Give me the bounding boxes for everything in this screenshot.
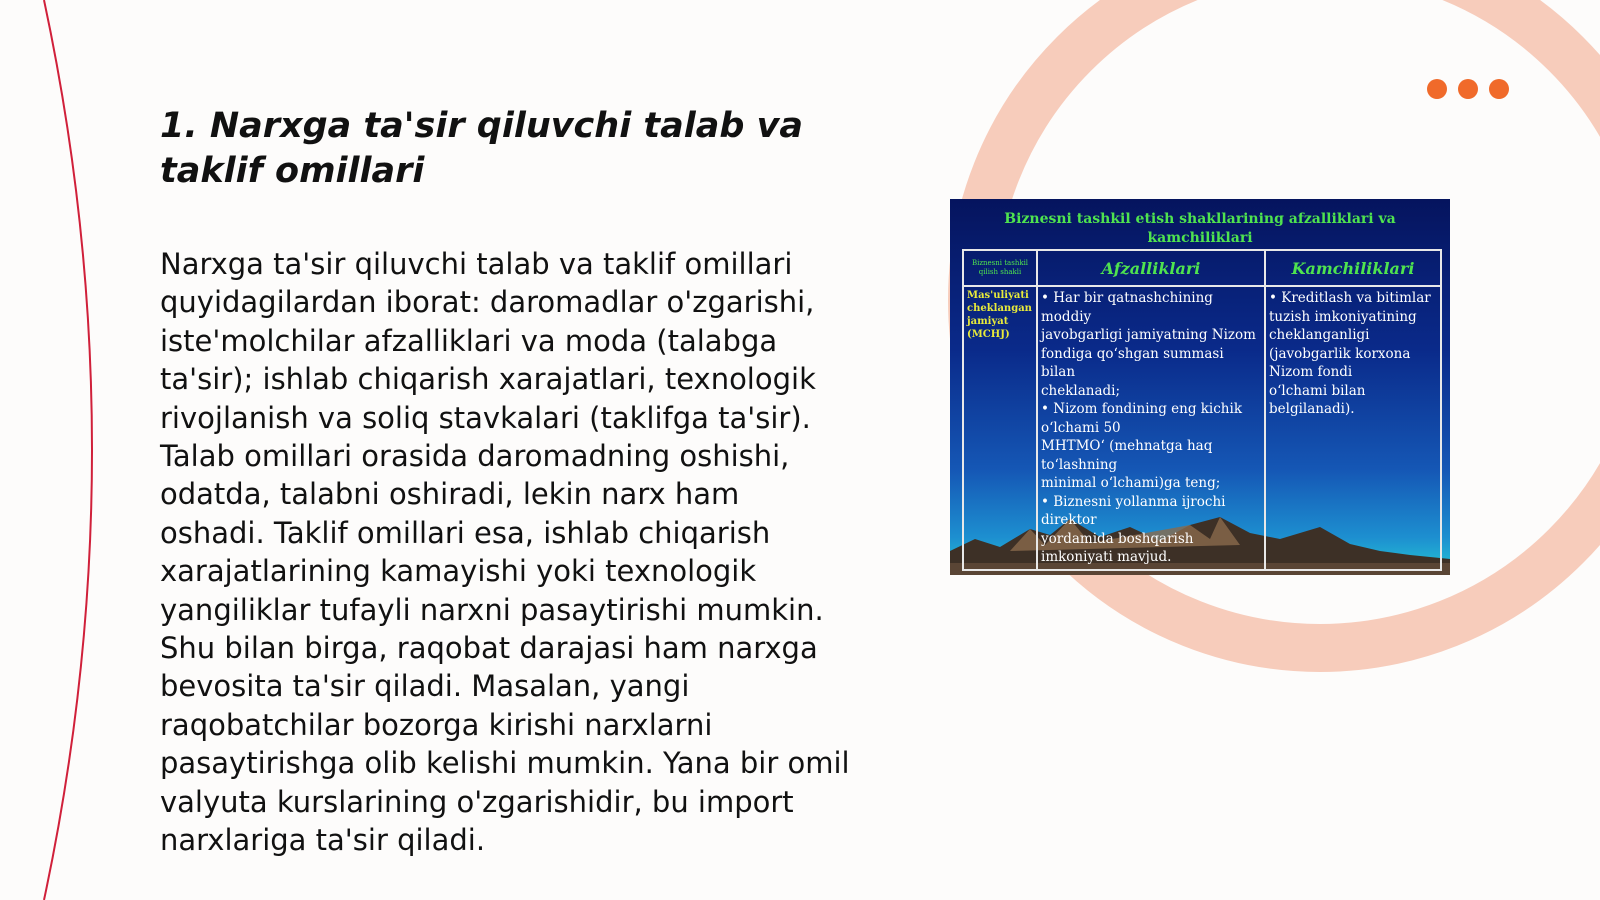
dot-icon (1458, 79, 1478, 99)
table-row (963, 286, 1441, 570)
disadvantages-cell (1265, 286, 1441, 570)
cell-line: • Biznesni yollanma ijrochi (1041, 493, 1226, 510)
table-corner-header: Biznesni tashkil qilish shakli (963, 250, 1037, 286)
column-header-advantages: Afzalliklari (1037, 250, 1265, 286)
cell-line: to‘lashning (1041, 456, 1118, 473)
cell-line: • Kreditlash va bitimlar (1269, 290, 1431, 306)
table-header-row (963, 250, 1441, 286)
cell-line: (javobgarlik korxona (1269, 345, 1411, 362)
dot-icon (1489, 79, 1509, 99)
cell-line: fondiga qo‘shgan summasi bilan (1041, 345, 1224, 380)
cell-line: direktor (1041, 512, 1097, 528)
cell-line: minimal o‘lchami)ga teng; (1041, 475, 1221, 491)
figure-title: Biznesni tashkil etish shakllarining afzalliklari va kamchiliklari (1004, 211, 1396, 246)
comparison-table (962, 249, 1442, 571)
slide-title: 1. Narxga ta'sir qiluvchi talab va taklif omillari (160, 106, 804, 191)
advantages-cell (1037, 286, 1265, 570)
left-curve-line (44, 0, 92, 900)
cell-line: MHTMO‘ (mehnatga haq (1041, 438, 1213, 454)
cell-line: o‘lchami 50 (1041, 419, 1121, 436)
cell-line: Nizom fondi (1269, 364, 1353, 380)
cell-line: yordamida boshqarish (1041, 530, 1194, 547)
row-label: Mas'uliyati cheklangan jamiyat (MCHJ) (963, 286, 1037, 570)
cell-line: • Nizom fondining eng kichik (1041, 401, 1243, 417)
business-forms-table-image (950, 199, 1450, 575)
slide-body-text: Narxga ta'sir qiluvchi talab va taklif omillari quyidagilardan iborat: daromadlar o'zgarishi, iste'molchilar afzalliklari va moda (talabga ta'sir); ishlab chiqarish xarajatlari, texnologik rivojlanish va soliq stavkalari (taklifga ta'sir). Talab omillari orasida daromadning oshishi, odatda, talabni oshiradi, lekin narx ham oshadi. Taklif omillari esa, ishlab chiqarish xarajatlarining kamayishi yoki texnologik yangiliklar tufayli narxni pasaytirishi mumkin. Shu bilan birga, raqobat darajasi ham narxga bevosita ta'sir qiladi. Masalan, yangi raqobatchilar bozorga kirishi narxlarni pasaytirishga olib kelishi mumkin. Yana bir omil valyuta kurslarining o'zgarishidir, bu import narxlariga ta'sir qiladi. (160, 247, 850, 858)
cell-line: cheklanganligi (1269, 327, 1370, 343)
cell-line: belgilanadi). (1269, 401, 1355, 417)
column-header-disadvantages: Kamchiliklari (1265, 250, 1441, 286)
dot-icon (1427, 79, 1447, 99)
cell-line: javobgarligi jamiyatning Nizom (1041, 327, 1256, 343)
cell-line: cheklanadi; (1041, 382, 1121, 399)
cell-line: imkoniyati mavjud. (1041, 549, 1172, 565)
cell-line: • Har bir qatnashchining moddiy (1041, 290, 1213, 325)
cell-line: o‘lchami bilan (1269, 382, 1366, 399)
menu-dots-icon (1427, 79, 1509, 99)
cell-line: tuzish imkoniyatining (1269, 308, 1417, 325)
